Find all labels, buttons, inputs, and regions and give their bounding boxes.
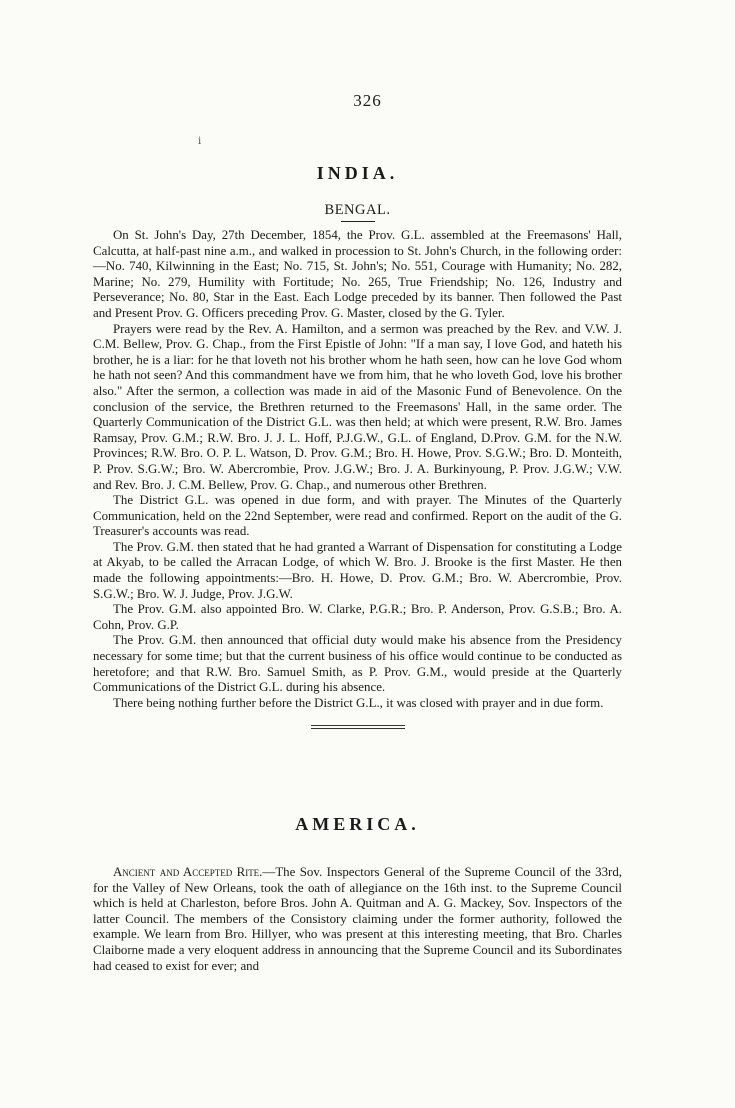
section-title-america: AMERICA. (295, 814, 420, 834)
stray-mark: ⅰ (198, 136, 202, 147)
paragraph: The Prov. G.M. then stated that he had granted a Warrant of Dispensation for constituting a Lodge at Akyab, to be called the Arracan Lodge, of which W. Bro. J. Brooke is the first Master. He then made the following appointments:—Bro. H. Howe, D. Prov. G.M.; Bro. W. Abercrombie, Prov. S.G.W.; Bro. W. J. Judge, Prov. J.G.W. (93, 539, 622, 601)
paragraph: There being nothing further before the District G.L., it was closed with prayer and in due form. (113, 695, 604, 710)
paragraph: The Prov. G.M. then announced that official duty would make his absence from the Presidency necessary for some time; but that the current business of his office would continue to be conducted as heretofore; and that R.W. Bro. Samuel Smith, as P. Prov. G.M., would preside at the Quarterly Communications of the District G.L. during his absence. (93, 633, 622, 695)
section-divider (311, 725, 405, 729)
title-underline (341, 221, 375, 222)
america-section (93, 814, 622, 974)
paragraph: Prayers were read by the Rev. A. Hamilton, and a sermon was preached by the Rev. and V.W. J. C.M. Bellew, Prov. G. Chap., from the First Epistle of John: "If a man say, I love God, and hateth his brother, he is a liar: for he that loveth not his brother whom he hath seen, how can he love God whom he hath not seen? And this commandment have we from him, that he who loveth God, love his brother also." After the sermon, a collection was made in aid of the Masonic Fund of Benevolence. On the conclusion of the service, the Brethren returned to the Freemasons' Hall, in the same order. The Quarterly Communication of the District G.L. was then held; at which were present, R.W. Bro. James Ramsay, Prov. G.M.; R.W. Bro. J. J. L. Hoff, P.J.G.W., G.L. of England, D.Prov. G.M. for the N.W. Provinces; R.W. Bro. O. P. L. Watson, D. Prov. G.M.; Bro. H. Howe, Prov. S.G.W.; Bro. D. Monteith, P. Prov. S.G.W.; Bro. W. Abercrombie, Prov. J.G.W.; Bro. J. A. Burkinyoung, P. Prov. J.G.W.; V.W. and Rev. Bro. J. C.M. Bellew, Prov. G. Chap., and numerous other Brethren. (93, 321, 622, 492)
section-title-india: INDIA. (316, 163, 399, 183)
paragraph (93, 865, 622, 974)
page-number: 326 (353, 91, 382, 110)
paragraph-body: —The Sov. Inspectors General of the Supreme Council of the 33rd, for the Valley of New Orleans, took the oath of allegiance on the 16th inst. to the Supreme Council which is held at Charleston, before Bros. John A. Quitman and A. G. Mackey, Sov. Inspectors of the latter Council. The members of the Consistory claiming under the former authority, followed the example. We learn from Bro. Hillyer, who was present at this interesting meeting, that Bro. Charles Claiborne made a very eloquent address in announcing that the Supreme Council and its Subordinates had ceased to exist for ever; and (93, 865, 623, 973)
paragraph: The District G.L. was opened in due form, and with prayer. The Minutes of the Quarterly Communication, held on the 22nd September, were read and confirmed. Report on the audit of the G. Treasurer's accounts was read. (93, 493, 622, 539)
india-section (93, 163, 622, 731)
paragraph: The Prov. G.M. also appointed Bro. W. Clarke, P.G.R.; Bro. P. Anderson, Prov. G.S.B.; Bro. A. Cohn, Prov. G.P. (93, 602, 622, 632)
lead-in: Ancient and Accepted Rite. (113, 865, 263, 879)
subsection-title-bengal: BENGAL. (324, 202, 391, 218)
paragraph: On St. John's Day, 27th December, 1854, the Prov. G.L. assembled at the Freemasons' Hall, Calcutta, at half-past nine a.m., and walked in procession to St. John's Church, in the following order:—No. 740, Kilwinning in the East; No. 715, St. John's; No. 551, Courage with Humanity; No. 282, Marine; No. 279, Humility with Fortitude; No. 265, True Friendship; No. 126, Industry and Perseverance; No. 80, Star in the East. Each Lodge preceded by its banner. Then followed the Past and Present Prov. G. Officers preceding Prov. G. Master, closed by the G. Tyler. (93, 228, 622, 320)
